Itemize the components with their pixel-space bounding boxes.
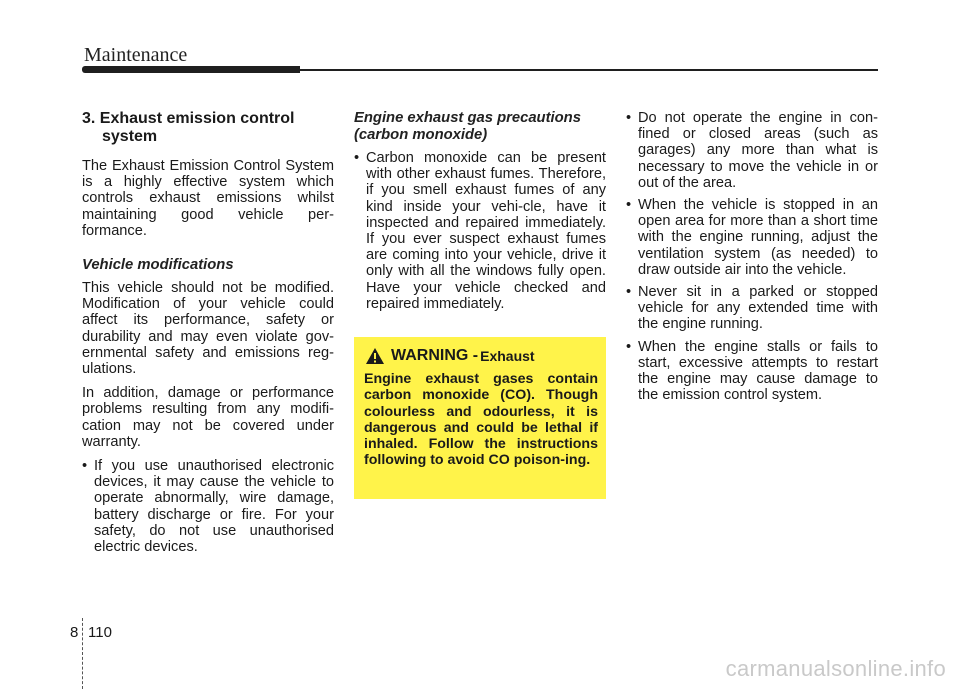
column3-bullet-list (626, 110, 878, 403)
section-heading: 3. Exhaust emission control system (82, 110, 295, 145)
modifications-paragraph: This vehicle should not be modified. Modification of your vehicle could affect its performance, safety or durability and may even violate gov-ernmental safety and emissions reg-ulations. (82, 280, 334, 378)
vehicle-modifications-heading: Vehicle modifications (82, 257, 234, 274)
list-item: • When the engine stalls or fails to start, excessive attempts to restart the engine may cause damage to the emission control system. (626, 339, 878, 404)
page-header-title: Maintenance (84, 44, 188, 66)
list-item: • If you use unauthorised electronic devices, it may cause the vehicle to operate abnormally, wire damage, battery discharge or fire. For your safety, do not use unauthorised electric devices. (82, 458, 334, 555)
list-item: • When the vehicle is stopped in an open area for more than a short time with the engine running, adjust the ventilation system (as needed) to draw outside air into the vehicle. (626, 197, 878, 278)
warning-topic: Exhaust (480, 348, 535, 364)
exhaust-precautions-heading: Engine exhaust gas precautions (carbon monoxide) (354, 110, 581, 143)
list-item: • Carbon monoxide can be present with other exhaust fumes. Therefore, if you smell exhaust fumes of any kind inside your vehi-cle, have it inspected and repaired immediately. If you ever suspect exhaust fumes are coming into your vehicle, drive it only with all the windows fully open. Have your vehicle checked and repaired immediately. (354, 150, 606, 312)
footer-divider (82, 618, 84, 689)
header-rule-thin (300, 69, 878, 71)
chapter-number: 8 (70, 624, 79, 641)
list-item: • Do not operate the engine in con-fined or closed areas (such as garages) any more than what is necessary to move the vehicle in or out of the area. (626, 110, 878, 191)
column-middle (354, 110, 606, 318)
column-left (82, 110, 334, 561)
warning-label: WARNING - (391, 347, 479, 364)
warranty-paragraph: In addition, damage or performance problems resulting from any modifi-cation may not be covered under warranty. (82, 385, 334, 450)
warning-triangle-icon (365, 347, 385, 365)
list-item: • Never sit in a parked or stopped vehicle for any extended time with the engine running. (626, 284, 878, 333)
header-rule-thick (82, 66, 300, 73)
intro-paragraph: The Exhaust Emission Control System is a highly effective system which controls exhaust emissions whilst maintaining good vehicle per-formance. (82, 158, 334, 239)
warning-text: Engine exhaust gases contain carbon monoxide (CO). Though colourless and odourless, it is dangerous and could be lethal if inhaled. Follow the instructions following to avoid CO poison-ing. (364, 371, 598, 469)
column1-bullet-list (82, 458, 334, 555)
warning-header (365, 347, 598, 365)
watermark: carmanualsonline.info (725, 656, 946, 681)
page-number: 110 (88, 624, 112, 641)
column2-bullet-list (354, 150, 606, 312)
column-right (626, 110, 878, 409)
warning-box (354, 337, 606, 499)
